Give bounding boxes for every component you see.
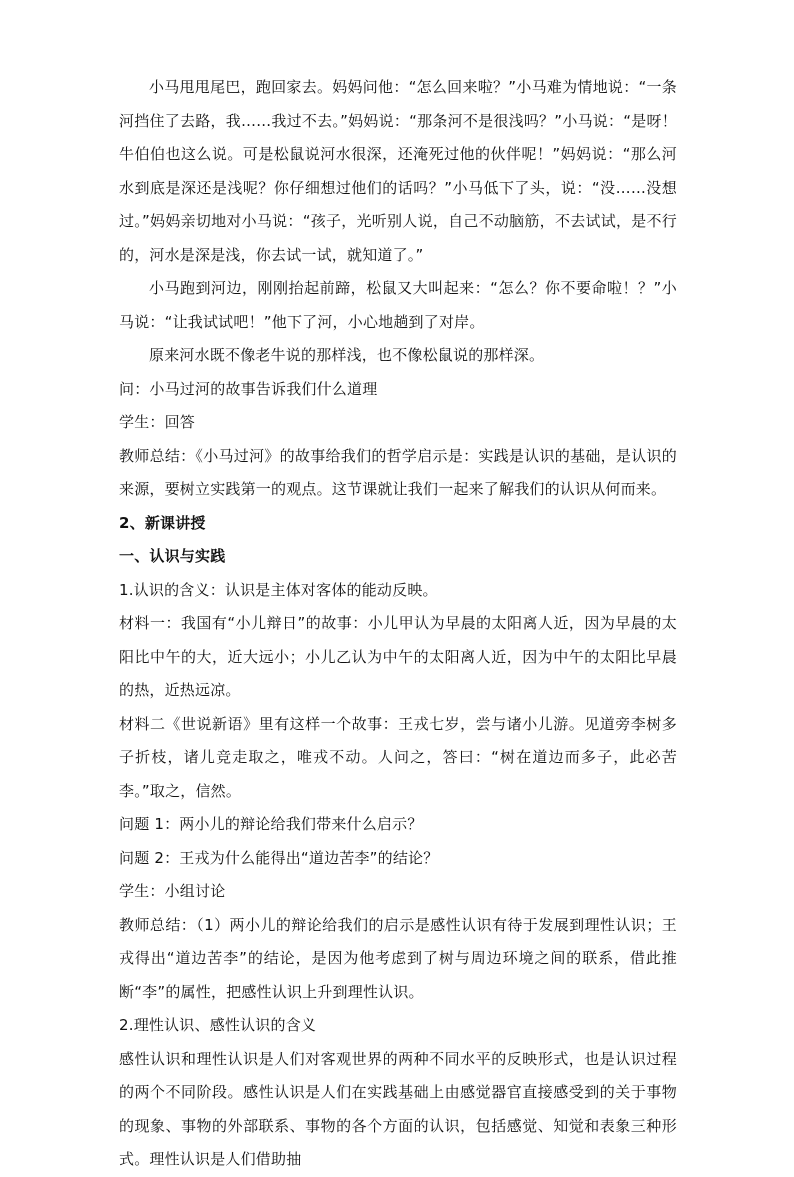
material-one: 材料一：我国有“小儿辩日”的故事：小儿甲认为早晨的太阳离人近，因为早晨的太阳比中午的大，近大远小；小儿乙认为中午的太阳离人近，因为中午的太阳比早晨的热，近热远凉。 — [119, 614, 677, 699]
problem-one: 问题 1：两小儿的辩论给我们带来什么启示？ — [119, 815, 423, 833]
student-answer-line: 学生：回答 — [119, 413, 196, 431]
problem-two: 问题 2：王戎为什么能得出“道边苦李”的结论？ — [119, 848, 439, 867]
definition-rational-perceptual: 2.理性认识、感性认识的含义 — [119, 1016, 317, 1034]
definition-of-cognition: 1.认识的含义：认识是主体对客体的能动反映。 — [119, 580, 438, 599]
material-two: 材料二《世说新语》里有这样一个故事：王戎七岁，尝与诸小儿游。见道旁李树多子折枝，诸儿竞走取之，唯戎不动。人问之，答曰：“树在道边而多子，此必苦李。”取之，信然。 — [119, 714, 677, 800]
teacher-summary-1: 教师总结：《小马过河》的故事给我们的哲学启示是：实践是认识的基础，是认识的来源，要树立实践第一的观点。这节课就让我们一起来了解我们的认识从何而来。 — [119, 446, 677, 498]
question-line: 问：小马过河的故事告诉我们什么道理 — [119, 379, 378, 398]
story-paragraph-1: 小马甩甩尾巴，跑回家去。妈妈问他：“怎么回来啦？”小马难为情地说：“一条河挡住了去路，我……我过不去。”妈妈说：“那条河不是很浅吗？”小马说：“是呀！牛伯伯也这么说。可是松鼠说河水很深，还淹死过他的伙伴呢！”妈妈说：“那么河水到底是深还是浅呢？你仔细想过他们的话吗？”小马低下了头，说：“没……没想过。”妈妈亲切地对小马说：“孩子，光听别人说，自己不动脑筋，不去试试，是不行的，河水是深是浅，你去试一试，就知道了。” — [119, 78, 677, 264]
story-paragraph-2: 小马跑到河边，刚刚抬起前蹄，松鼠又大叫起来：“怎么？你不要命啦！？”小马说：“让我试试吧！”他下了河，小心地趟到了对岸。 — [119, 279, 677, 331]
student-discussion-line: 学生：小组讨论 — [119, 882, 226, 900]
document-body — [119, 71, 677, 1177]
section-heading: 一、认识与实践 — [119, 547, 226, 565]
teacher-summary-2: 教师总结：（1）两小儿的辩论给我们的启示是感性认识有待于发展到理性认识；王戎得出“道边苦李”的结论，是因为他考虑到了树与周边环境之间的联系，借此推断“李”的属性，把感性认识上升到理性认识。 — [119, 915, 677, 1001]
new-lesson-heading: 2、新课讲授 — [119, 513, 206, 532]
explanation-paragraph: 感性认识和理性认识是人们对客观世界的两种不同水平的反映形式，也是认识过程的两个不同阶段。感性认识是人们在实践基础上由感觉器官直接感受到的关于事物的现象、事物的外部联系、事物的各个方面的认识，包括感觉、知觉和表象三种形式。理性认识是人们借助抽 — [119, 1049, 677, 1168]
story-paragraph-3: 原来河水既不像老牛说的那样浅，也不像松鼠说的那样深。 — [149, 346, 545, 364]
